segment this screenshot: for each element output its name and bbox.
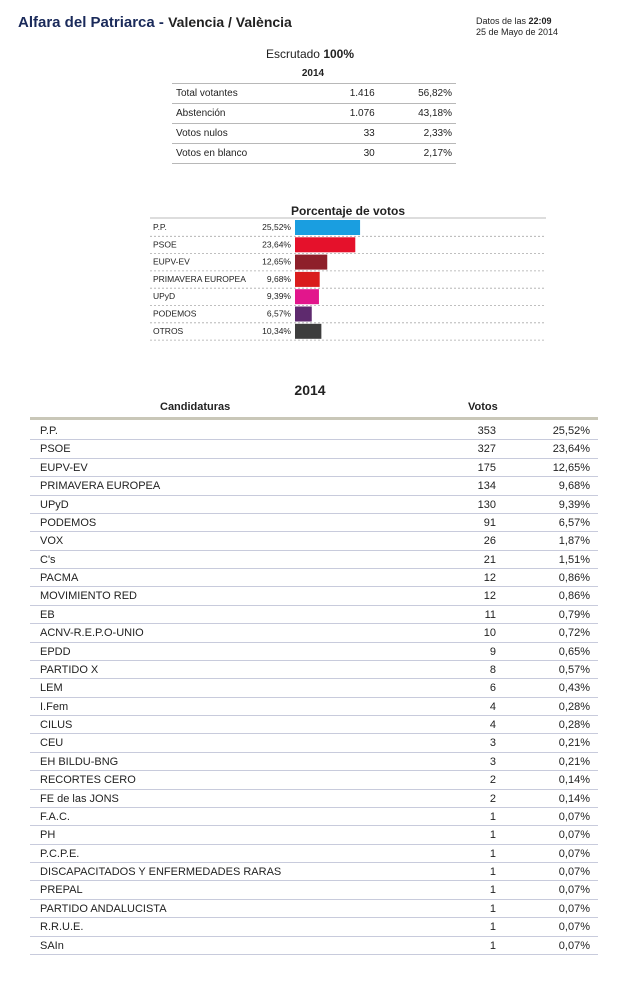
table-row [30,532,598,550]
value-label: 6,57% [266,308,291,319]
party-pct: 12,65% [552,461,590,474]
table-row [30,845,598,863]
table-row [30,514,598,532]
party-name: EH BILDU-BNG [40,755,119,768]
party-name: DISCAPACITADOS Y ENFERMEDADES RARAS [40,866,282,878]
party-votes: 6 [489,682,496,695]
table-row [30,698,598,716]
party-votes: 3 [489,755,496,768]
party-name: SAIn [40,939,64,952]
summary-label: Total votantes [172,84,318,104]
category-label: PODEMOS [153,308,197,319]
bar [295,220,360,235]
table-row [30,496,598,514]
table-row [30,477,598,495]
datos-prefix: Datos de las [476,16,527,26]
bar [295,289,319,304]
results-table-header [30,401,598,420]
party-votes: 175 [477,461,496,474]
party-votes: 2 [489,792,496,805]
party-pct: 0,07% [558,866,590,878]
bar [295,324,321,339]
party-name: FE de las JONS [40,792,119,805]
region-name: Valencia / València [168,14,292,30]
party-pct: 0,43% [558,682,590,695]
table-row [30,900,598,918]
party-name: C's [40,553,56,566]
value-label: 9,68% [266,273,291,284]
party-pct: 0,28% [558,700,590,713]
party-votes: 91 [483,516,496,529]
table-row [30,716,598,734]
party-votes: 1 [489,884,496,897]
bar [295,272,320,287]
party-pct: 0,07% [558,847,590,860]
summary-value: 30 [318,144,379,164]
party-votes: 4 [489,719,496,731]
datos-time: 22:09 [528,16,552,26]
summary-pct: 2,17% [379,144,456,164]
table-row [30,569,598,587]
party-name: P.C.P.E. [40,847,80,860]
category-label: OTROS [153,325,184,336]
party-name: UPyD [40,498,69,511]
category-label: PSOE [153,239,177,250]
bar [295,237,355,252]
party-pct: 0,07% [558,884,590,897]
escrutado-status [0,47,620,61]
party-pct: 25,52% [552,425,590,437]
party-votes: 134 [477,480,496,493]
title-separator: - [158,14,164,31]
summary-label: Abstención [172,104,318,124]
party-pct: 0,21% [558,755,590,768]
value-label: 25,52% [262,222,291,232]
summary-value: 1.416 [318,84,379,104]
party-pct: 0,07% [558,810,590,823]
table-row [30,587,598,605]
participation-table [172,83,456,164]
party-votes: 1 [489,921,496,934]
party-pct: 0,86% [558,590,590,603]
party-pct: 0,14% [558,774,590,787]
summary-label: Votos en blanco [172,144,318,164]
party-pct: 0,21% [558,737,590,750]
summary-label: Votos nulos [172,124,318,144]
table-row [30,551,598,569]
party-votes: 1 [489,847,496,860]
table-row [30,918,598,936]
table-row [30,826,598,844]
party-name: PREPAL [40,884,83,897]
category-label: P.P. [153,222,167,232]
chart-title: Porcentaje de votos [290,204,406,218]
table-row [30,679,598,697]
party-pct: 23,64% [552,443,590,456]
table-row [30,606,598,624]
place-name: Alfara del Patriarca [18,14,155,31]
party-votes: 21 [483,553,496,566]
table-row [30,881,598,899]
party-pct: 0,65% [558,645,590,658]
party-votes: 353 [477,425,496,437]
col-header-party: Candidaturas [160,401,231,413]
party-pct: 1,51% [558,553,590,566]
summary-pct: 43,18% [379,104,456,124]
party-votes: 327 [477,443,496,456]
results-table [30,422,598,955]
vote-percentage-chart [150,217,550,343]
party-votes: 1 [489,902,496,915]
datos-date: 25 de Mayo de 2014 [476,27,559,37]
category-label: UPyD [153,291,176,302]
party-votes: 130 [477,498,496,511]
party-name: PSOE [40,443,71,456]
party-pct: 0,07% [558,939,590,952]
party-pct: 0,57% [558,663,590,676]
party-pct: 0,79% [558,608,590,621]
party-pct: 6,57% [558,516,590,529]
table-row [30,771,598,789]
table-row [30,643,598,661]
party-votes: 1 [489,829,496,842]
party-name: LEM [40,682,63,695]
summary-pct: 2,33% [379,124,456,144]
party-name: MOVIMIENTO RED [40,590,137,603]
party-pct: 9,39% [558,498,590,511]
value-label: 23,64% [262,239,291,250]
party-name: CILUS [40,719,73,731]
summary-row [172,124,456,144]
summary-row [172,104,456,124]
table-row [30,753,598,771]
value-label: 10,34% [262,325,291,336]
table-row [30,459,598,477]
table-row [30,863,598,881]
bar [295,255,327,270]
category-label: PRIMAVERA EUROPEA [153,273,246,284]
table-row [30,808,598,826]
party-pct: 0,07% [558,902,590,915]
value-label: 9,39% [266,291,291,302]
value-label: 12,65% [262,256,291,267]
party-name: PRIMAVERA EUROPEA [40,480,161,493]
summary-year: 2014 [301,68,325,79]
bar [295,307,312,322]
party-votes: 26 [483,535,496,548]
page-title [18,14,292,31]
party-votes: 8 [489,663,496,676]
party-name: VOX [40,535,64,548]
table-row [30,937,598,955]
party-votes: 12 [483,572,496,584]
party-pct: 0,28% [558,719,590,731]
summary-value: 33 [318,124,379,144]
party-pct: 1,87% [558,535,590,548]
party-name: RECORTES CERO [40,774,136,787]
party-name: ACNV-R.E.P.O-UNIO [40,627,144,640]
party-votes: 9 [489,645,496,658]
party-name: P.P. [40,425,58,437]
party-votes: 1 [489,866,496,878]
table-row [30,440,598,458]
page-header [18,14,602,42]
summary-row [172,144,456,164]
party-votes: 1 [489,939,496,952]
party-name: EPDD [40,645,71,658]
party-name: EB [40,608,55,621]
category-label: EUPV-EV [153,256,190,267]
party-votes: 10 [483,627,496,640]
party-name: PACMA [40,572,79,584]
party-pct: 0,07% [558,921,590,934]
party-votes: 12 [483,590,496,603]
party-name: R.R.U.E. [40,921,84,934]
summary-value: 1.076 [318,104,379,124]
summary-pct: 56,82% [379,84,456,104]
table-row [30,790,598,808]
party-pct: 0,86% [558,572,590,584]
party-name: PODEMOS [40,516,97,529]
escrutado-value: 100% [323,47,355,61]
table-row [30,422,598,440]
table-row [30,661,598,679]
table-row [30,624,598,642]
party-pct: 0,14% [558,792,590,805]
party-votes: 3 [489,737,496,750]
party-name: CEU [40,737,64,750]
party-name: PARTIDO X [40,663,99,676]
data-timestamp [476,16,558,38]
party-name: I.Fem [40,700,69,713]
party-votes: 2 [489,774,496,787]
party-name: PH [40,829,56,842]
party-name: PARTIDO ANDALUCISTA [40,902,167,915]
col-header-votes: Votos [468,401,498,413]
results-year: 2014 [294,382,326,398]
party-votes: 4 [489,700,496,713]
table-row [30,734,598,752]
party-votes: 1 [489,810,496,823]
party-votes: 11 [484,608,496,621]
escrutado-label: Escrutado [265,47,320,61]
party-name: EUPV-EV [40,461,88,474]
summary-row [172,84,456,104]
party-pct: 0,07% [558,829,590,842]
party-pct: 9,68% [558,480,590,493]
party-pct: 0,72% [558,627,590,640]
party-name: F.A.C. [40,810,70,823]
